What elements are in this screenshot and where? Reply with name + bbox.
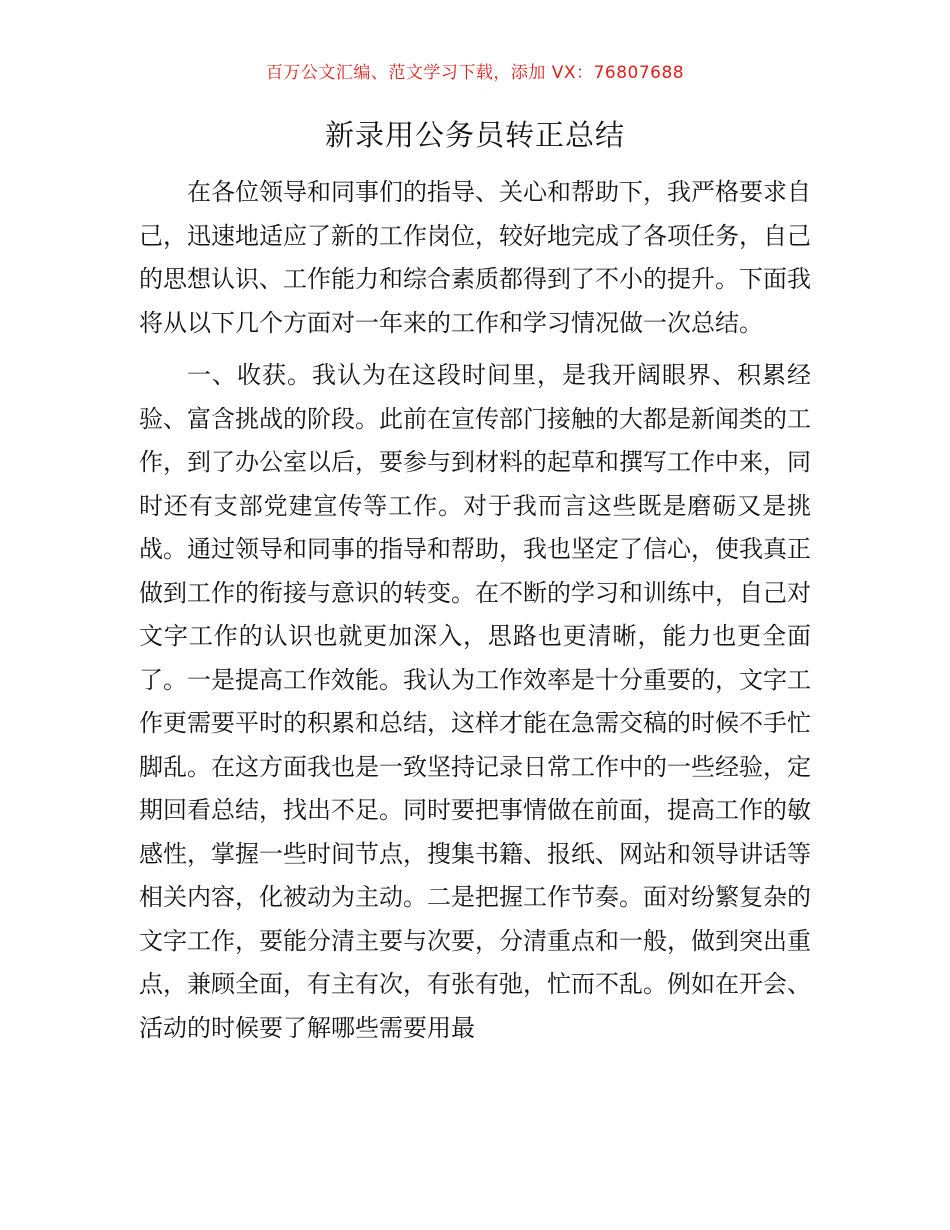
document-body [139, 171, 811, 1050]
document-title: 新录用公务员转正总结 [324, 118, 625, 152]
paragraph-intro: 在各位领导和同事们的指导、关心和帮助下，我严格要求自己，迅速地适应了新的工作岗位，较好地完成了各项任务，自己的思想认识、工作能力和综合素质都得到了不小的提升。下面我将从以下几个方面对一年来的工作和学习情况做一次总结。 [139, 178, 811, 337]
paragraph-section-1-harvest: 一、收获。我认为在这段时间里，是我开阔眼界、积累经验、富含挑战的阶段。此前在宣传部门接触的大都是新闻类的工作，到了办公室以后，要参与到材料的起草和撰写工作中来，同时还有支部党建宣传等工作。对于我而言这些既是磨砺又是挑战。通过领导和同事的指导和帮助，我也坚定了信心，使我真正做到工作的衔接与意识的转变。在不断的学习和训练中，自己对文字工作的认识也就更加深入，思路也更清晰，能力也更全面了。一是提高工作效能。我认为工作效率是十分重要的，文字工作更需要平时的积累和总结，这样才能在急需交稿的时候不手忙脚乱。在这方面我也是一致坚持记录日常工作中的一些经验，定期回看总结，找出不足。同时要把事情做在前面，提高工作的敏感性，掌握一些时间节点，搜集书籍、报纸、网站和领导讲话等相关内容，化被动为主动。二是把握工作节奏。面对纷繁复杂的文字工作，要能分清主要与次要，分清重点和一般，做到突出重点，兼顾全面，有主有次，有张有弛，忙而不乱。例如在开会、活动的时候要了解哪些需要用最 [139, 361, 811, 1042]
header-watermark-note: 百万公文汇编、范文学习下载，添加 VX：76807688 [265, 63, 685, 83]
